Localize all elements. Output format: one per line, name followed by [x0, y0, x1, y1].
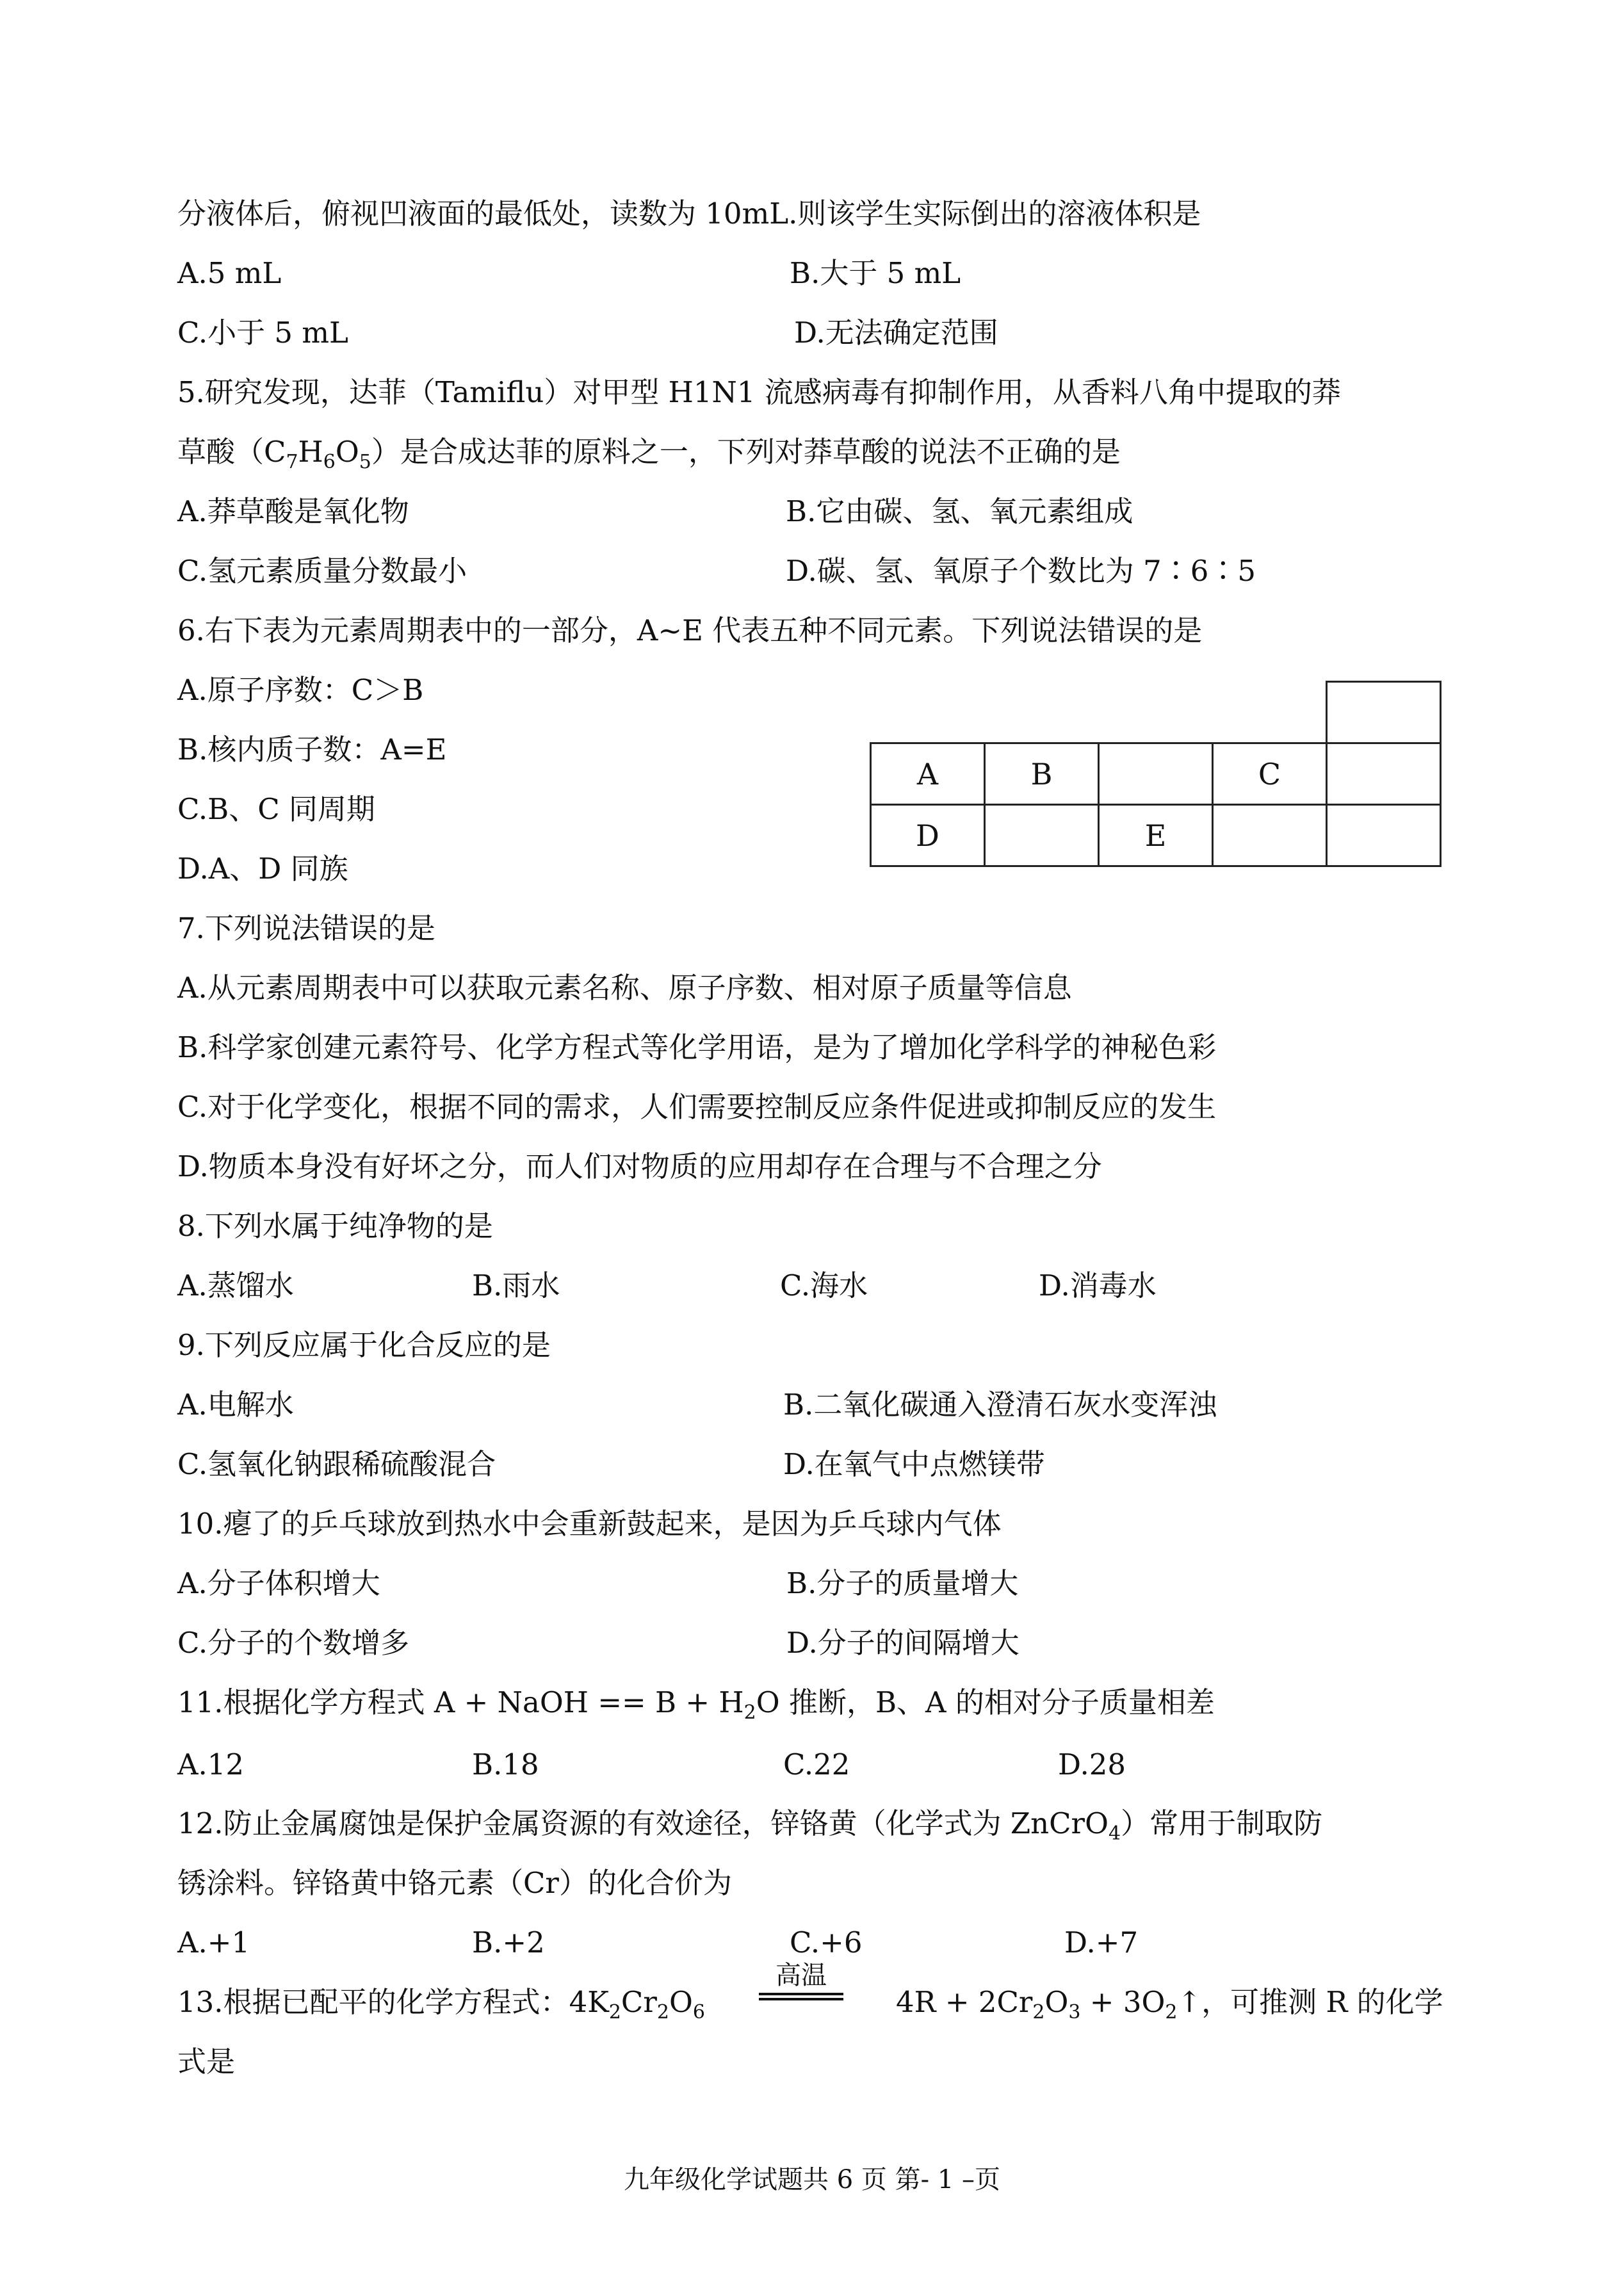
option-b: B.雨水 [472, 1269, 560, 1302]
table-cell [985, 805, 1099, 866]
table-cell [1099, 743, 1213, 805]
option-d: D.分子的间隔增大 [786, 1626, 1019, 1660]
option-b: B.18 [472, 1748, 539, 1781]
equals-line [759, 1998, 843, 2000]
question-11: 11.根据化学方程式 A + NaOH == $B + H_2O$ 推断，B、A 的相对分子质量相差 [177, 1685, 1215, 1724]
page-footer: 九年级化学试题共 6 页 第- 1 –页 [624, 2165, 1000, 2194]
question-12: 12.防止金属腐蚀是保护金属资源的有效途径，锌铬黄（化学式为 ZnCrO$_4$）常用于制取防 [177, 1806, 1323, 1845]
option-a: A.12 [177, 1748, 245, 1781]
table-cell [985, 682, 1099, 743]
option-a: A.分子体积增大 [177, 1566, 380, 1600]
question-6: 6.右下表为元素周期表中的一部分，A~E 代表五种不同元素。下列说法错误的是 [177, 613, 1203, 647]
text-line: 分液体后，俯视凹液面的最低处，读数为 10mL.则该学生实际倒出的溶液体积是 [177, 197, 1201, 231]
option-c: C.小于 5 mL [177, 316, 348, 350]
option-b: B.它由碳、氢、氧元素组成 [786, 494, 1133, 528]
table-cell [1327, 682, 1441, 743]
reaction-condition: 高温 [775, 1961, 827, 1990]
table-cell [1213, 805, 1327, 866]
option-a: A.莽草酸是氧化物 [177, 494, 409, 528]
table-cell [1099, 682, 1213, 743]
option-d: D.28 [1058, 1748, 1126, 1781]
option-c: C.对于化学变化，根据不同的需求，人们需要控制反应条件促进或抑制反应的发生 [177, 1090, 1217, 1124]
question-13-lhs: 13.根据已配平的化学方程式：$4K_2Cr_2O_6$ [177, 1985, 705, 2023]
option-b: B.+2 [472, 1926, 545, 1959]
option-d: D.消毒水 [1039, 1269, 1157, 1302]
table-cell: D [871, 805, 985, 866]
option-a: A.5 mL [177, 256, 282, 290]
reaction-condition-sign [759, 1961, 843, 2000]
option-b: B.二氧化碳通入澄清石灰水变浑浊 [783, 1388, 1217, 1422]
table-cell: C [1213, 743, 1327, 805]
question-10: 10.瘪了的乒乓球放到热水中会重新鼓起来，是因为乒乓球内气体 [177, 1507, 1002, 1541]
option-a: A.电解水 [177, 1388, 294, 1422]
option-a: A.+1 [177, 1926, 250, 1959]
table-cell [1213, 682, 1327, 743]
table-cell: B [985, 743, 1099, 805]
option-b: B.核内质子数：A=E [177, 733, 447, 766]
question-12-cont: 锈涂料。锌铬黄中铬元素（Cr）的化合价为 [177, 1866, 732, 1900]
option-d: D.无法确定范围 [794, 316, 998, 350]
option-b: B.科学家创建元素符号、化学方程式等化学用语，是为了增加化学科学的神秘色彩 [177, 1030, 1217, 1064]
option-d: D.+7 [1064, 1926, 1139, 1959]
option-a: A.原子序数：C＞B [177, 673, 424, 707]
option-c: C.+6 [790, 1926, 863, 1959]
option-c: C.B、C 同周期 [177, 792, 375, 826]
table-cell: A [871, 743, 985, 805]
question-5-cont: 草酸$(C_7H_6O_5)$是合成达菲的原料之一，下列对莽草酸的说法不正确的是 [177, 435, 1121, 473]
option-a: A.从元素周期表中可以获取元素名称、原子序数、相对原子质量等信息 [177, 971, 1072, 1005]
table-cell: E [1099, 805, 1213, 866]
option-c: C.氢氧化钠跟稀硫酸混合 [177, 1447, 496, 1481]
periodic-table-fragment [870, 681, 1441, 867]
equals-line [759, 1993, 843, 1995]
question-7: 7.下列说法错误的是 [177, 911, 435, 945]
option-c: C.海水 [780, 1269, 868, 1302]
table-cell [1327, 743, 1441, 805]
option-a: A.蒸馏水 [177, 1269, 294, 1302]
question-8: 8.下列水属于纯净物的是 [177, 1209, 493, 1243]
option-d: D.物质本身没有好坏之分，而人们对物质的应用却存在合理与不合理之分 [177, 1149, 1102, 1183]
option-d: D.碳、氢、氧原子个数比为 7∶6∶5 [786, 554, 1256, 588]
table-cell [871, 682, 985, 743]
option-b: B.大于 5 mL [790, 256, 961, 290]
option-c: C.氢元素质量分数最小 [177, 554, 467, 588]
question-13-rhs: $4R + 2Cr_2O_3$ + $3O_2↑$，可推测 R 的化学 [896, 1985, 1443, 2023]
table-cell [1327, 805, 1441, 866]
question-13-cont: 式是 [177, 2045, 236, 2079]
question-5: 5.研究发现，达菲（Tamiflu）对甲型 H1N1 流感病毒有抑制作用，从香料八角中提取的莽 [177, 375, 1341, 409]
option-d: D.在氧气中点燃镁带 [783, 1447, 1045, 1481]
option-c: C.22 [783, 1748, 850, 1781]
option-b: B.分子的质量增大 [786, 1566, 1019, 1600]
option-c: C.分子的个数增多 [177, 1626, 410, 1660]
question-9: 9.下列反应属于化合反应的是 [177, 1328, 551, 1362]
option-d: D.A、D 同族 [177, 852, 348, 886]
